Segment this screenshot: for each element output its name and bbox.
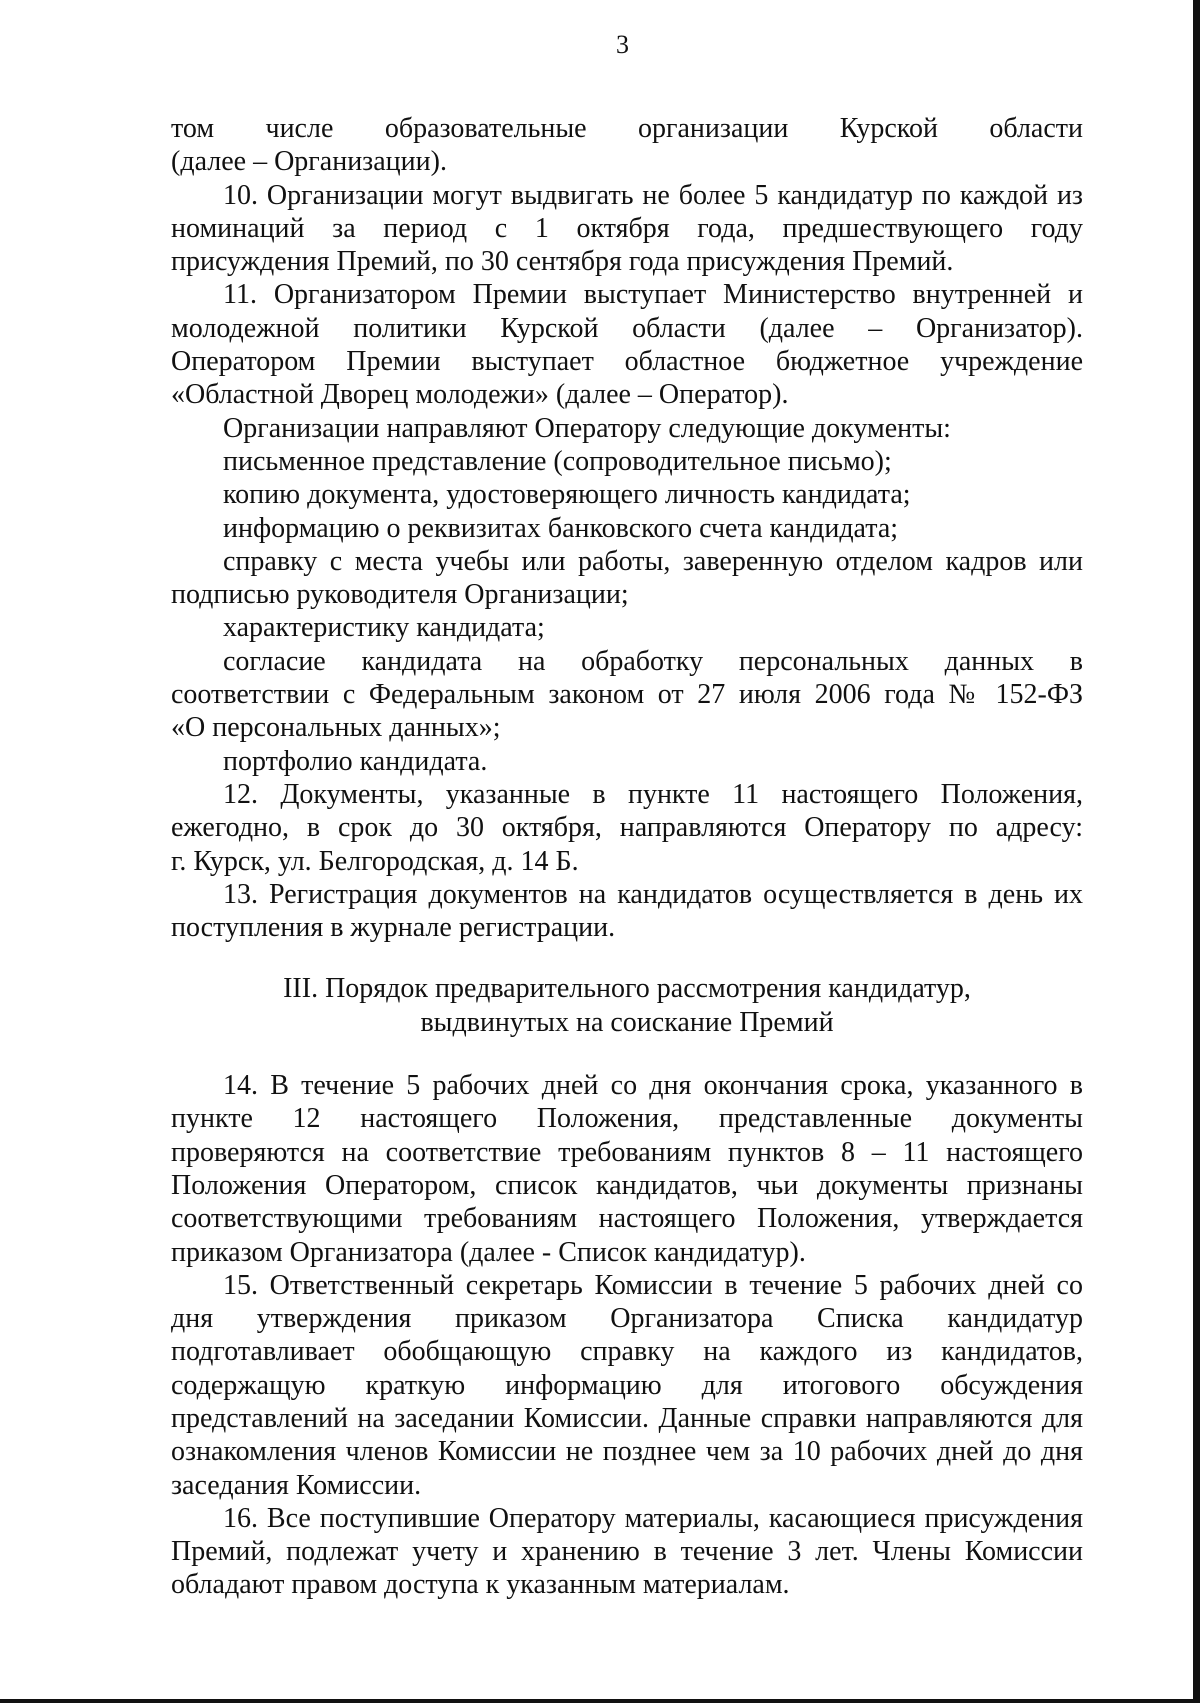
text-line: пункте 12 настоящего Положения, представленные документы: [171, 1103, 1083, 1135]
text-line: Оператором Премии выступает областное бюджетное учреждение: [171, 346, 1083, 378]
text-line: информацию о реквизитах банковского счета кандидата;: [223, 512, 899, 544]
text-line: том числе образовательные организации Курской области: [171, 113, 1083, 144]
text-line: письменное представление (сопроводительное письмо);: [223, 445, 892, 477]
page-number: 3: [616, 30, 629, 59]
text-line: 11. Организатором Премии выступает Министерство внутренней и: [223, 279, 1083, 311]
text-line: заседания Комиссии.: [171, 1469, 422, 1501]
text-line: проверяются на соответствие требованиям пунктов 8 – 11 настоящего: [171, 1136, 1083, 1168]
text-line: Премий, подлежат учету и хранению в течение 3 лет. Члены Комиссии: [171, 1536, 1083, 1568]
scan-edge-bottom: [0, 1699, 1200, 1703]
text-line: ежегодно, в срок до 30 октября, направляются Оператору по адресу:: [171, 812, 1083, 844]
text-line: Положения Оператором, список кандидатов, чьи документы признаны: [171, 1169, 1083, 1201]
text-line: 12. Документы, указанные в пункте 11 настоящего Положения,: [223, 778, 1083, 810]
text-line: портфолио кандидата.: [223, 745, 488, 777]
text-line: 13. Регистрация документов на кандидатов осуществляется в день их: [223, 878, 1083, 910]
scan-edge-right: [1193, 0, 1200, 1703]
text-line: копию документа, удостоверяющего личность кандидата;: [223, 479, 911, 511]
text-line: «Областной Дворец молодежи» (далее – Оператор).: [171, 379, 789, 411]
text-line: 14. В течение 5 рабочих дней со дня окончания срока, указанного в: [223, 1070, 1083, 1102]
section-heading: [171, 972, 1083, 1039]
spacer: [171, 1039, 1083, 1069]
text-line: подписью руководителя Организации;: [171, 579, 629, 611]
paragraph-block-1: [171, 112, 1083, 944]
text-line: обладают правом доступа к указанным материалам.: [171, 1569, 790, 1601]
text-line: 16. Все поступившие Оператору материалы, касающиеся присуждения: [223, 1502, 1083, 1534]
text-line: поступления в журнале регистрации.: [171, 912, 616, 944]
text-line: приказом Организатора (далее - Список кандидатур).: [171, 1236, 806, 1268]
text-line: согласие кандидата на обработку персональных данных в: [223, 645, 1083, 677]
text-line: подготавливает обобщающую справку на каждого из кандидатов,: [171, 1336, 1083, 1368]
text-line: соответствии с Федеральным законом от 27 июля 2006 года № 152-ФЗ: [171, 679, 1083, 711]
text-line: ознакомления членов Комиссии не позднее чем за 10 рабочих дней до дня: [171, 1436, 1083, 1468]
text-line: Организации направляют Оператору следующие документы:: [223, 412, 951, 444]
text-line: молодежной политики Курской области (далее – Организатор).: [171, 312, 1083, 344]
text-line: дня утверждения приказом Организатора Списка кандидатур: [171, 1303, 1083, 1335]
text-line: присуждения Премий, по 30 сентября года присуждения Премий.: [171, 246, 954, 278]
text-line: номинаций за период с 1 октября года, предшествующего году: [171, 212, 1083, 244]
text-line: соответствующими требованиям настоящего Положения, утверждается: [171, 1203, 1083, 1235]
spacer: [171, 944, 1083, 972]
paragraph-block-2: [171, 1069, 1083, 1602]
heading-line: III. Порядок предварительного рассмотрения кандидатур,: [283, 973, 971, 1005]
heading-line: выдвинутых на соискание Премий: [420, 1006, 834, 1038]
text-line: 10. Организации могут выдвигать не более 5 кандидатур по каждой из: [223, 179, 1083, 211]
text-line: (далее – Организации).: [171, 146, 447, 178]
text-line: 15. Ответственный секретарь Комиссии в течение 5 рабочих дней со: [223, 1269, 1083, 1301]
text-line: содержащую краткую информацию для итогового обсуждения: [171, 1369, 1083, 1401]
text-line: г. Курск, ул. Белгородская, д. 14 Б.: [171, 845, 579, 877]
text-line: характеристику кандидата;: [223, 612, 545, 644]
document-body: [171, 112, 1083, 1602]
text-line: справку с места учебы или работы, заверенную отделом кадров или: [223, 545, 1083, 577]
text-line: «О персональных данных»;: [171, 712, 501, 744]
text-line: представлений на заседании Комиссии. Данные справки направляются для: [171, 1402, 1083, 1434]
